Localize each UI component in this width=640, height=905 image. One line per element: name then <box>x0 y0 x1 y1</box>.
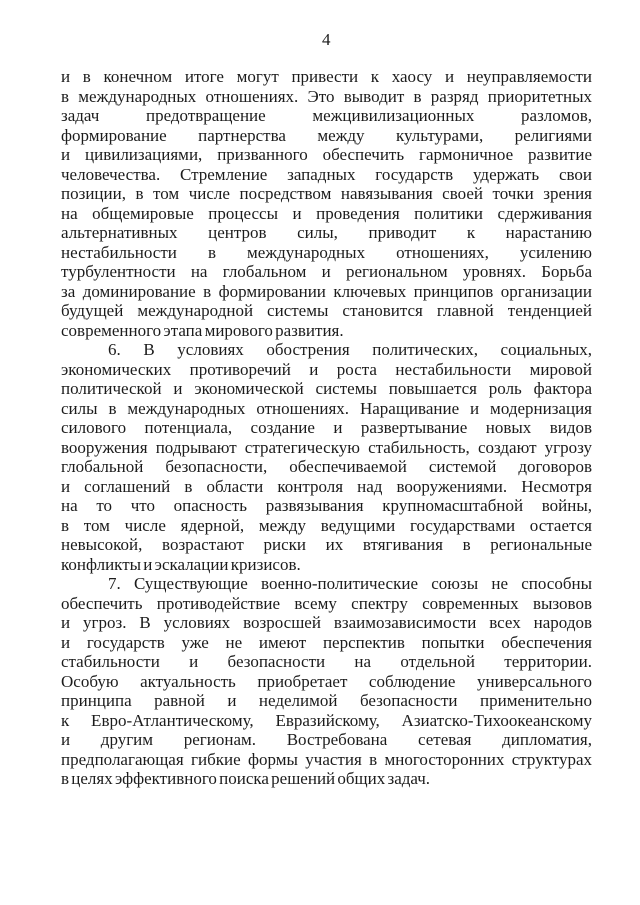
text-line: турбулентности на глобальном и региональном уровнях. Борьба <box>61 262 592 281</box>
text-line: и в конечном итоге могут привести к хаосу и неуправляемости <box>61 67 592 86</box>
text-line: предполагающая гибкие формы участия в многосторонних структурах <box>61 749 592 769</box>
text-line: политической и экономической системы повышается роль фактора <box>61 379 592 398</box>
text-line: позиции, в том числе посредством навязывания своей точки зрения <box>61 184 592 203</box>
text-line: Особую актуальность приобретает соблюдение универсального <box>61 671 592 691</box>
text-line: к Евро-Атлантическому, Евразийскому, Азиатско-Тихоокеанскому <box>61 710 592 730</box>
text-line: нестабильности в международных отношениях, усилению <box>61 242 592 262</box>
text-line: глобальной безопасности, обеспечиваемой системой договоров <box>61 457 592 476</box>
text-line: невысокой, возрастают риски их втягивания в региональные <box>61 535 592 554</box>
text-line: экономических противоречий и роста нестабильности мировой <box>61 359 592 379</box>
text-line: на общемировые процессы и проведения политики сдерживания <box>61 203 592 223</box>
text-line: за доминирование в формировании ключевых принципов организации <box>61 281 592 301</box>
text-line: и цивилизациями, призванного обеспечить гармоничное развитие <box>61 145 592 164</box>
text-line: принципа равной и неделимой безопасности применительно <box>61 691 592 710</box>
text-block <box>61 67 592 789</box>
text-line: вооружения подрывают стратегическую стабильность, создают угрозу <box>61 437 592 457</box>
text-line: и государств уже не имеют перспектив попытки обеспечения <box>61 632 592 652</box>
text-line: в целях эффективного поиска решений общих задач. <box>61 769 431 788</box>
text-line: задач предотвращение межцивилизационных разломов, <box>61 106 592 125</box>
page-number: 4 <box>322 30 331 49</box>
text-line: силового потенциала, создание и развертывание новых видов <box>61 418 592 437</box>
text-line: современного этапа мирового развития. <box>61 320 344 340</box>
text-line: силы в международных отношениях. Наращивание и модернизация <box>61 398 592 418</box>
text-line: и соглашений в области контроля над вооружениями. Несмотря <box>61 476 592 496</box>
text-line: 7. Существующие военно-политические союзы не способны <box>108 574 592 593</box>
text-line: будущей международной системы становится главной тенденцией <box>61 301 592 320</box>
text-line: в том числе ядерной, между ведущими государствами остается <box>61 515 592 535</box>
text-line: формирование партнерства между культурами, религиями <box>61 125 592 145</box>
text-line: стабильности и безопасности на отдельной территории. <box>61 652 592 671</box>
text-line: 6. В условиях обострения политических, социальных, <box>108 340 592 359</box>
text-line: обеспечить противодействие всему спектру современных вызовов <box>61 593 592 613</box>
text-line: человечества. Стремление западных государств удержать свои <box>61 164 592 184</box>
text-line: конфликты и эскалации кризисов. <box>61 554 301 574</box>
text-line: на то что опасность развязывания крупномасштабной войны, <box>61 496 592 515</box>
text-line: альтернативных центров силы, приводит к нарастанию <box>61 223 592 242</box>
text-line: в международных отношениях. Это выводит в разряд приоритетных <box>61 86 592 106</box>
text-line: и угроз. В условиях возросшей взаимозависимости всех народов <box>61 613 592 632</box>
text-line: и другим регионам. Востребована сетевая дипломатия, <box>61 730 592 749</box>
